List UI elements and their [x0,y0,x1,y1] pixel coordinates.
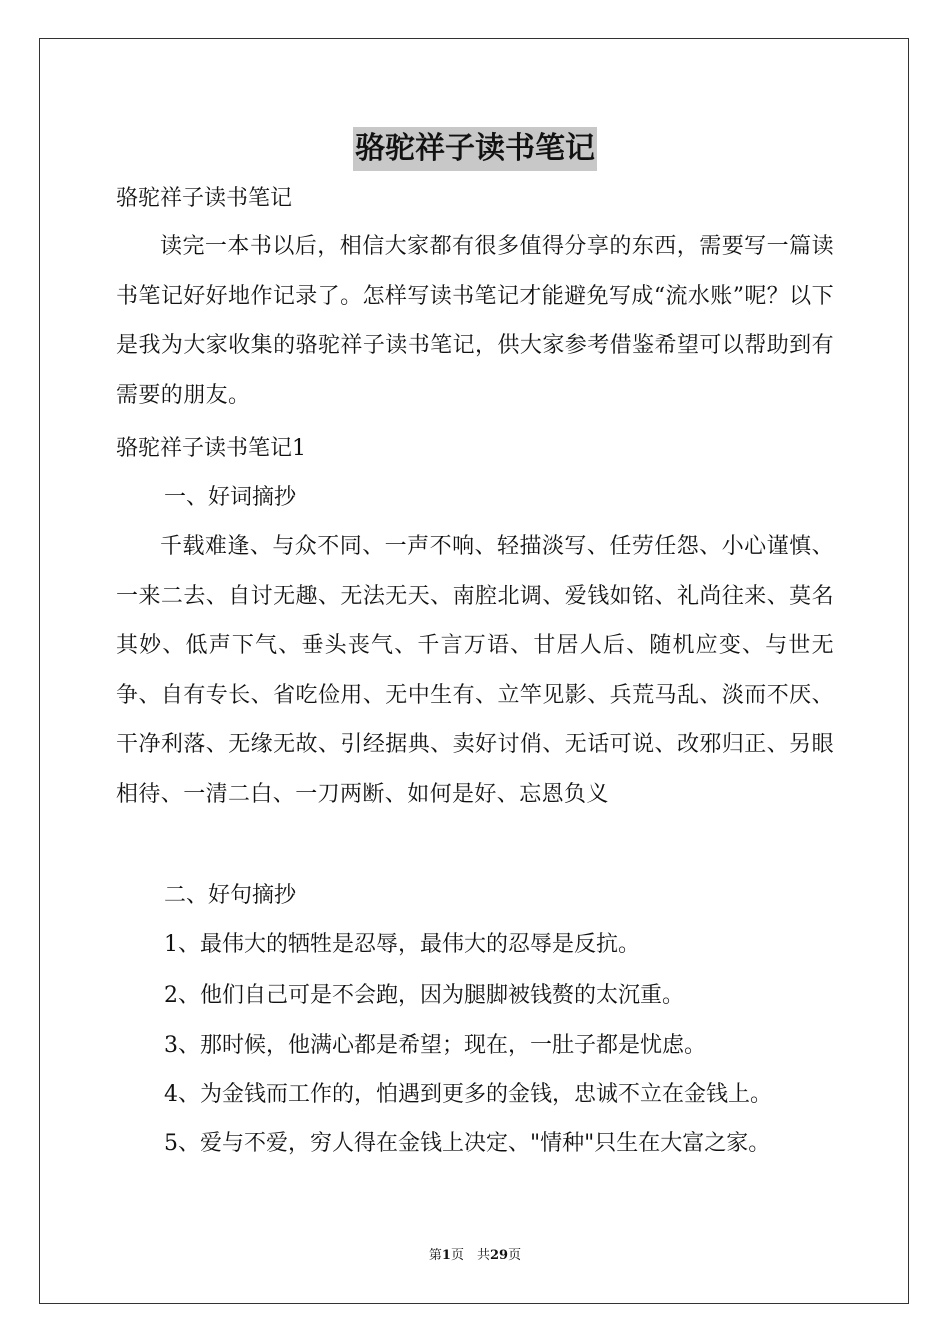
sentence-item: 2、他们自己可是不会跑，因为腿脚被钱赘的太沉重。 [164,983,684,1008]
good-words-paragraph: 千载难逢、与众不同、一声不响、轻描淡写、任劳任怨、小心谨慎、一来二去、自讨无趣、无法无天、南腔北调、爱钱如铭、礼尚往来、莫名其妙、低声下气、垂头丧气、千言万语、甘居人后、随机应变、与世无争、自有专长、省吃俭用、无中生有、立竿见影、兵荒马乱、淡而不厌、干净利落、无缘无故、引经据典、卖好讨俏、无话可说、改邪归正、另眼相待、一清二白、一刀两断、如何是好、忘恩负义 [116,534,834,807]
page-middle-text: 页 共 [450,1248,490,1263]
sentence-item: 1、最伟大的牺牲是忍辱，最伟大的忍辱是反抗。 [164,932,640,957]
section-heading: 骆驼祥子读书笔记1 [116,436,306,461]
document-title: 骆驼祥子读书笔记 [353,127,597,171]
sentence-item: 5、爱与不爱，穷人得在金钱上决定、"情种"只生在大富之家。 [164,1131,771,1156]
page-footer [0,1247,950,1265]
page-current-number: 1 [441,1248,451,1263]
part1-heading: 一、好词摘抄 [164,485,297,510]
sentence-item: 4、为金钱而工作的，怕遇到更多的金钱，忠诚不立在金钱上。 [164,1082,772,1107]
intro-paragraph: 读完一本书以后，相信大家都有很多值得分享的东西，需要写一篇读书笔记好好地作记录了。怎样写读书笔记才能避免写成“流水账”呢？以下是我为大家收集的骆驼祥子读书笔记，供大家参考借鉴希望可以帮助到有需要的朋友。 [116,234,834,408]
sentence-item: 3、那时候，他满心都是希望；现在，一肚子都是忧虑。 [164,1033,706,1058]
part2-heading: 二、好句摘抄 [164,883,297,908]
page-suffix: 页 [508,1248,522,1263]
title-container [0,127,950,171]
document-subtitle: 骆驼祥子读书笔记 [116,186,293,211]
page-total-number: 29 [489,1248,509,1263]
page-prefix: 第 [428,1248,442,1263]
